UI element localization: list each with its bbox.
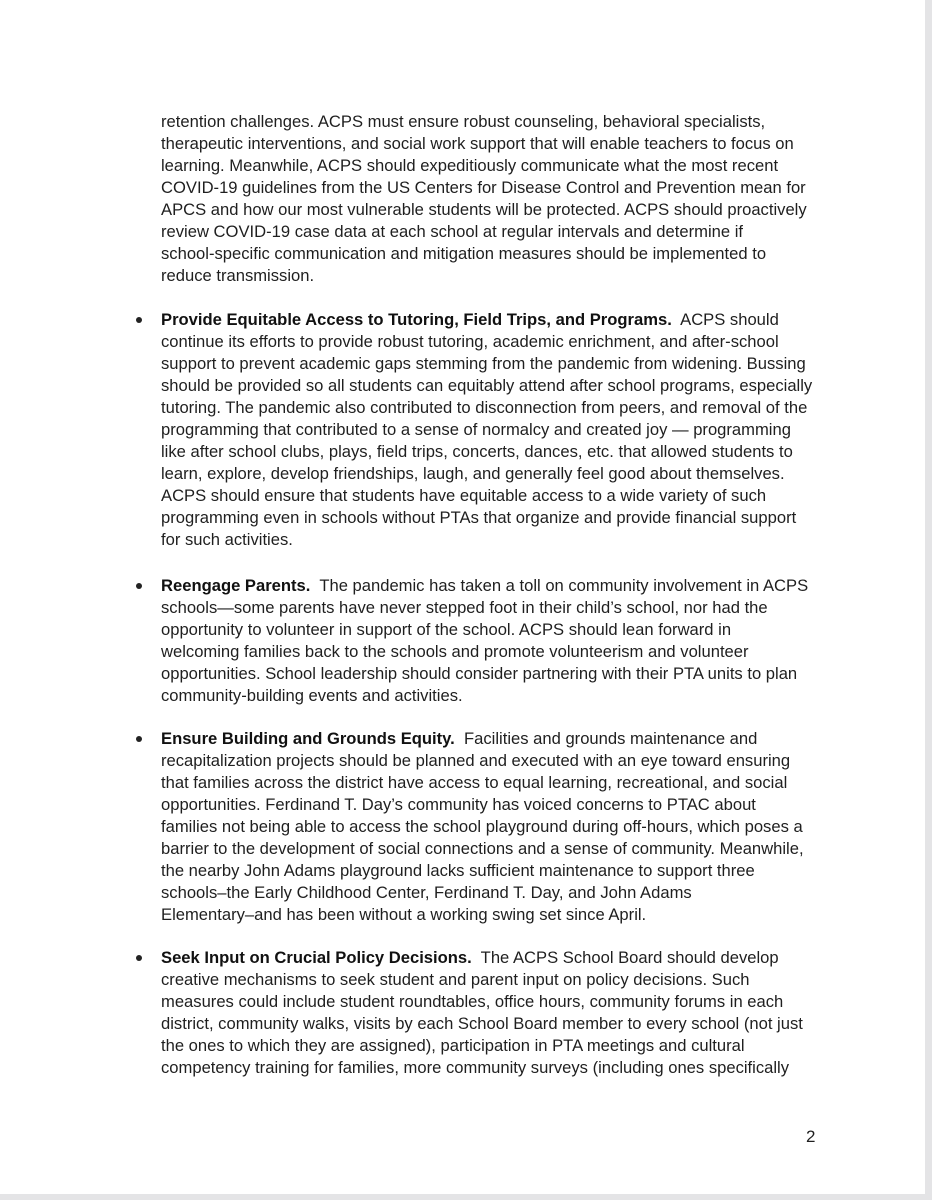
bullet-icon bbox=[136, 955, 142, 961]
text-line: learning. Meanwhile, ACPS should expeditiously communicate what the most recent bbox=[161, 156, 779, 175]
text-line bbox=[161, 947, 881, 969]
bullet-text: The pandemic has taken a toll on community involvement in ACPS bbox=[310, 576, 809, 595]
text-line: community-building events and activities. bbox=[161, 686, 463, 705]
bullet-icon bbox=[136, 583, 142, 589]
text-line: barrier to the development of social connections and a sense of community. Meanwhile, bbox=[161, 839, 804, 858]
text-line: ACPS should ensure that students have equitable access to a wide variety of such bbox=[161, 486, 767, 505]
text-line: district, community walks, visits by each School Board member to every school (not just bbox=[161, 1014, 803, 1033]
text-line: opportunity to volunteer in support of the school. ACPS should lean forward in bbox=[161, 620, 732, 639]
text-line: programming that contributed to a sense of normalcy and created joy — programming bbox=[161, 420, 791, 439]
bullet-title: Reengage Parents. bbox=[161, 576, 311, 595]
text-line: creative mechanisms to seek student and parent input on policy decisions. Such bbox=[161, 970, 750, 989]
text-line: the ones to which they are assigned), participation in PTA meetings and cultural bbox=[161, 1036, 745, 1055]
text-line: opportunities. School leadership should consider partnering with their PTA units to plan bbox=[161, 664, 798, 683]
bullet-text: ACPS should bbox=[671, 310, 779, 329]
bullet-text: Facilities and grounds maintenance and bbox=[454, 729, 758, 748]
text-line: reduce transmission. bbox=[161, 266, 315, 285]
text-line: schools—some parents have never stepped foot in their child’s school, nor had the bbox=[161, 598, 768, 617]
bullet-tutoring bbox=[161, 309, 881, 551]
text-line: for such activities. bbox=[161, 530, 293, 549]
text-line: welcoming families back to the schools and promote volunteerism and volunteer bbox=[161, 642, 749, 661]
bullet-icon bbox=[136, 736, 142, 742]
text-line: programming even in schools without PTAs that organize and provide financial support bbox=[161, 508, 797, 527]
text-line bbox=[161, 575, 881, 597]
text-line: review COVID-19 case data at each school at regular intervals and determine if bbox=[161, 222, 743, 241]
bullet-building-equity bbox=[161, 728, 881, 926]
text-line: therapeutic interventions, and social work support that will enable teachers to focus on bbox=[161, 134, 794, 153]
bullet-title: Seek Input on Crucial Policy Decisions. bbox=[161, 948, 472, 967]
text-line: Elementary–and has been without a working swing set since April. bbox=[161, 905, 647, 924]
bullet-reengage-parents bbox=[161, 575, 881, 707]
bullet-icon bbox=[136, 317, 142, 323]
text-line: continue its efforts to provide robust tutoring, academic enrichment, and after-school bbox=[161, 332, 779, 351]
text-line: the nearby John Adams playground lacks sufficient maintenance to support three bbox=[161, 861, 755, 880]
text-line: retention challenges. ACPS must ensure robust counseling, behavioral specialists, bbox=[161, 112, 766, 131]
text-line: learn, explore, develop friendships, laugh, and generally feel good about themselves. bbox=[161, 464, 785, 483]
text-line: should be provided so all students can equitably attend after school programs, especially bbox=[161, 376, 813, 395]
text-line bbox=[161, 728, 881, 750]
text-line: that families across the district have access to equal learning, recreational, and social bbox=[161, 773, 788, 792]
text-line: support to prevent academic gaps stemming from the pandemic from widening. Bussing bbox=[161, 354, 806, 373]
bullet-title: Provide Equitable Access to Tutoring, Field Trips, and Programs. bbox=[161, 310, 672, 329]
text-line: families not being able to access the school playground during off-hours, which poses a bbox=[161, 817, 803, 836]
intro-paragraph bbox=[161, 111, 881, 287]
text-line: tutoring. The pandemic also contributed to disconnection from peers, and removal of the bbox=[161, 398, 808, 417]
text-line: recapitalization projects should be planned and executed with an eye toward ensuring bbox=[161, 751, 791, 770]
text-line: school-specific communication and mitigation measures should be implemented to bbox=[161, 244, 767, 263]
page-number: 2 bbox=[806, 1127, 816, 1146]
text-line: schools–the Early Childhood Center, Ferdinand T. Day, and John Adams bbox=[161, 883, 692, 902]
bullet-title: Ensure Building and Grounds Equity. bbox=[161, 729, 455, 748]
text-line: opportunities. Ferdinand T. Day’s community has voiced concerns to PTAC about bbox=[161, 795, 756, 814]
bullet-policy-input bbox=[161, 947, 881, 1079]
text-line: APCS and how our most vulnerable students will be protected. ACPS should proactively bbox=[161, 200, 807, 219]
bullet-text: The ACPS School Board should develop bbox=[471, 948, 779, 967]
text-line: COVID-19 guidelines from the US Centers for Disease Control and Prevention mean for bbox=[161, 178, 806, 197]
text-line: like after school clubs, plays, field trips, concerts, dances, etc. that allowed students to bbox=[161, 442, 793, 461]
text-line: measures could include student roundtables, office hours, community forums in each bbox=[161, 992, 784, 1011]
text-line bbox=[161, 309, 881, 331]
text-line: competency training for families, more community surveys (including ones specifically bbox=[161, 1058, 790, 1077]
